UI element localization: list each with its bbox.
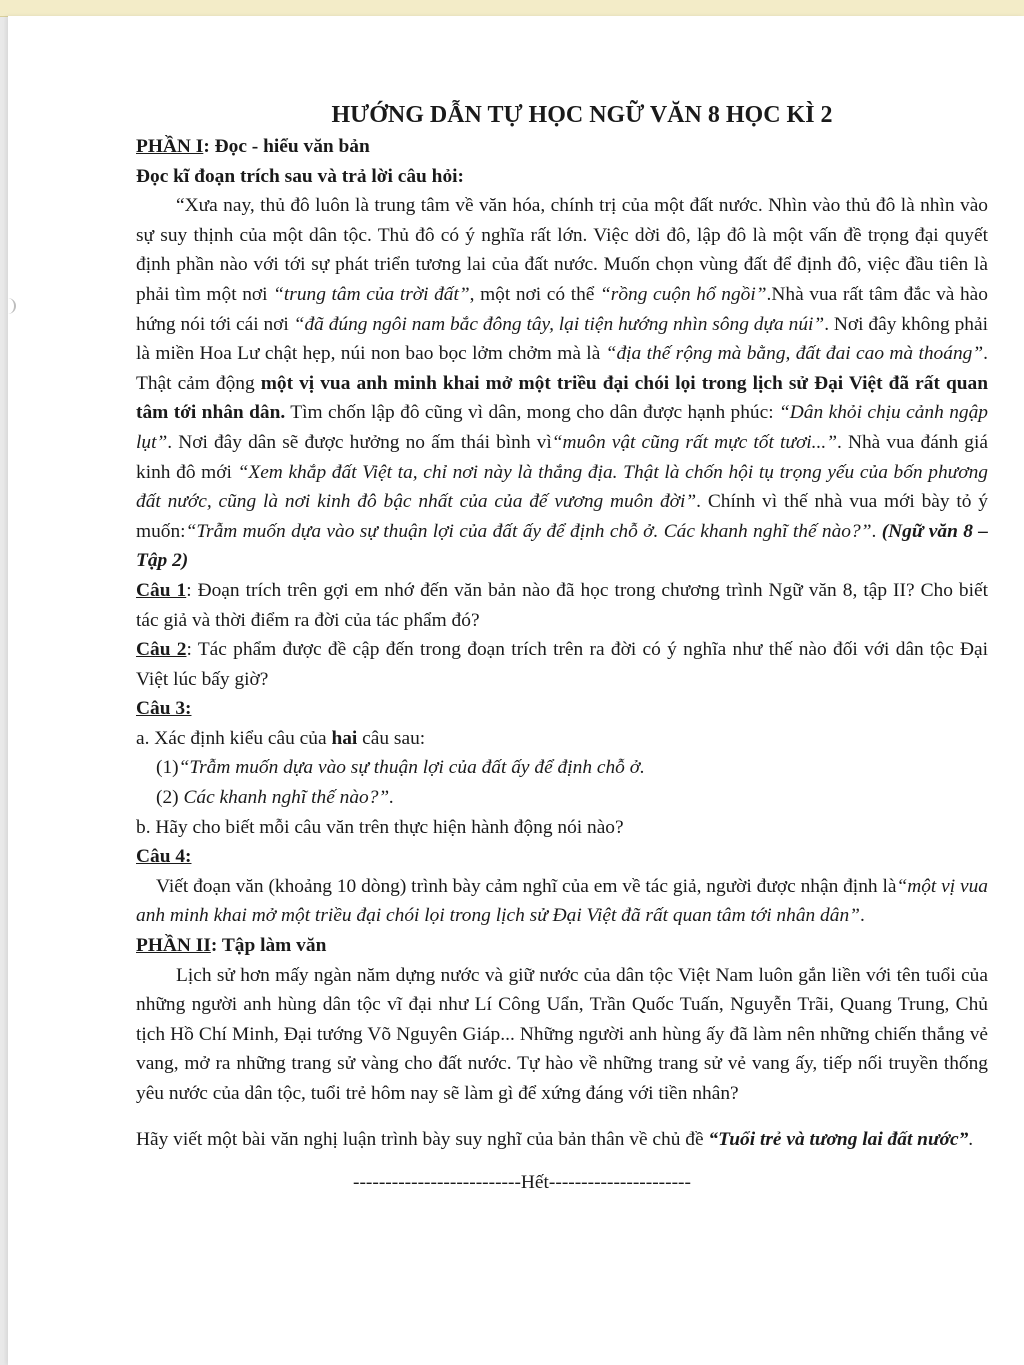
question-2-label: Câu 2 [136,639,187,661]
passage-text: . [871,520,882,542]
essay-intro: Lịch sử hơn mấy ngàn năm dựng nước và giữ nước của dân tộc Việt Nam luôn gắn liền với tên tuổi của những người anh hùng dân tộc vĩ đại như Lí Công Uẩn, Trần Quốc Tuấn, Nguyễn Trãi, Quang Trung, Chủ tịch Hồ Chí Minh, Đại tướng Võ Nguyên Giáp... Những người anh hùng ấy đã làm nên những chiến thắng vẻ vang, mở ra những trang sử vàng cho đất nước. Tự hào về những trang sử vẻ vang ấy, tiếp nối truyền thống yêu nước của dân tộc, tuổi trẻ hôm nay sẽ làm gì để xứng đáng với tiền nhân? [136,964,988,1104]
passage-quote: “đã đúng ngôi nam bắc đông tây, lại tiện hướng nhìn sông dựa núi” [293,313,825,335]
part1-title: : Đọc - hiểu văn bản [203,136,370,157]
sentence-1 [136,753,988,783]
passage-text: “Xưa nay, thủ đô luôn là trung tâm về văn hóa, chính trị của một đất nước. Nhìn vào thủ đô là nhìn vào sự suy thịnh của một dân tộc. Thủ đô có ý nghĩa rất lớn. Việc dời đô, lập đô là một vấn đề trọng đại quyết định phần nào với tới sự phát triển tương lai của đất nước. Muốn chọn vùng đất để định đô, việc đầu tiên là phải tìm một nơi [136,195,988,305]
passage-quote: “trung tâm của trời đất” [273,283,470,305]
part2-heading [136,931,988,961]
part2-title: : Tập làm văn [210,935,327,957]
part2-label: PHẦN II [136,935,211,957]
essay-task-text: Hãy viết một bài văn nghị luận trình bày suy nghĩ của bản thân về chủ đề [136,1128,709,1150]
passage-text: . Nhà vua đánh giá kinh đô mới [136,431,988,483]
question-3-label: Câu 3: [136,698,192,720]
passage-quote: “Dân khỏi chịu cảnh ngập lụt” [136,402,988,453]
part1-label: PHẦN I [136,136,204,157]
sentence-1-number: (1) [156,757,179,779]
question-1 [136,576,988,635]
passage-text: . Chính vì thế nhà vua mới bày tỏ ý muốn: [136,491,988,542]
sentence-2-text: Các khanh nghĩ thế nào?”. [183,787,395,809]
passage-quote: “rồng cuộn hổ ngồi” [599,283,767,305]
question-1-text: : Đoạn trích trên gợi em nhớ đến văn bản nào đã học trong chương trình Ngữ văn 8, tập II? Cho biết tác giả và thời điểm ra đời của tác phẩm đó? [136,579,988,631]
passage-text: .Nhà vua rất tâm đắc và hào hứng nói tới cái nơi [136,283,988,335]
question-4-label: Câu 4: [136,846,192,868]
question-4 [136,842,988,872]
passage-emphasis: một vị vua anh minh khai mở một triều đại chói lọi trong lịch sử Đại Việt đã rất quan tâm tới nhân dân. [136,372,989,424]
part1-heading [136,132,988,162]
page-edge-handle[interactable] [8,298,16,314]
question-3 [136,694,988,724]
passage-quote: “địa thế rộng mà bằng, đất đai cao mà thoáng” [605,343,984,365]
sentence-2 [136,783,988,813]
question-1-label: Câu 1 [136,579,187,601]
spacer [136,1109,988,1125]
question-3a-text: a. Xác định kiểu câu của [136,727,332,749]
question-2-text: : Tác phẩm được đề cập đến trong đoạn trích trên ra đời có ý nghĩa như thế nào đối với dân tộc Đại Việt lúc bấy giờ? [136,639,988,690]
question-3b: b. Hãy cho biết mỗi câu văn trên thực hiện hành động nói nào? [136,816,624,838]
question-4-quote: “một vị vua anh minh khai mở một triều đại chói lọi trong lịch sử Đại Việt đã rất quan tâm tới nhân dân” [136,875,988,927]
essay-topic: “Tuổi trẻ và tương lai đất nước” [708,1128,969,1150]
passage-quote: “Xem khắp đất Việt ta, chỉ nơi này là thắng địa. Thật là chốn hội tụ trọng yếu của bốn phương đất nước, cũng là nơi kinh đô bậc nhất của của đế vương muôn đời” [136,461,988,513]
passage-text: , một nơi có thể [469,283,600,305]
document-content [136,100,988,1198]
passage-text: . Thật cảm động [136,343,988,394]
question-4-text: . [859,905,865,927]
question-3a [136,724,988,754]
passage-text: . Nơi đây dân sẽ được hưởng no ấm thái bình vì [167,431,552,453]
sentence-1-text: “Trẫm muốn dựa vào sự thuận lợi của đất ấy để định chỗ ở. [178,757,645,779]
question-3a-emphasis: hai [331,727,358,749]
essay-task-text: . [968,1128,974,1150]
sentence-2-number: (2) [156,787,184,809]
end-marker: --------------------------Hết---------------------- [353,1172,691,1194]
question-4-body [136,872,988,931]
question-3a-text: câu sau: [357,727,426,749]
essay-task [136,1125,988,1155]
top-border-strip [0,0,1024,17]
question-2 [136,635,988,694]
reading-passage [136,191,988,576]
passage-text: . Nơi đây không phải là miền Hoa Lư chật hẹp, núi non bao bọc lởm chởm mà là [136,313,988,365]
page-title: HƯỚNG DẪN TỰ HỌC NGỮ VĂN 8 HỌC KÌ 2 [331,102,833,128]
question-4-text: Viết đoạn văn (khoảng 10 dòng) trình bày cảm nghĩ của em về tác giả, người được nhận định là [156,875,897,897]
reading-instruction: Đọc kĩ đoạn trích sau và trả lời câu hỏi: [136,165,465,187]
passage-quote: “muôn vật cũng rất mực tốt tươi...” [551,431,838,453]
passage-text: Tìm chốn lập đô cũng vì dân, mong cho dân được hạnh phúc: [285,402,780,424]
passage-quote: “Trẫm muốn dựa vào sự thuận lợi của đất ấy để định chỗ ở. Các khanh nghĩ thế nào?” [185,520,872,542]
passage-source: (Ngữ văn 8 – Tập 2) [136,520,988,572]
